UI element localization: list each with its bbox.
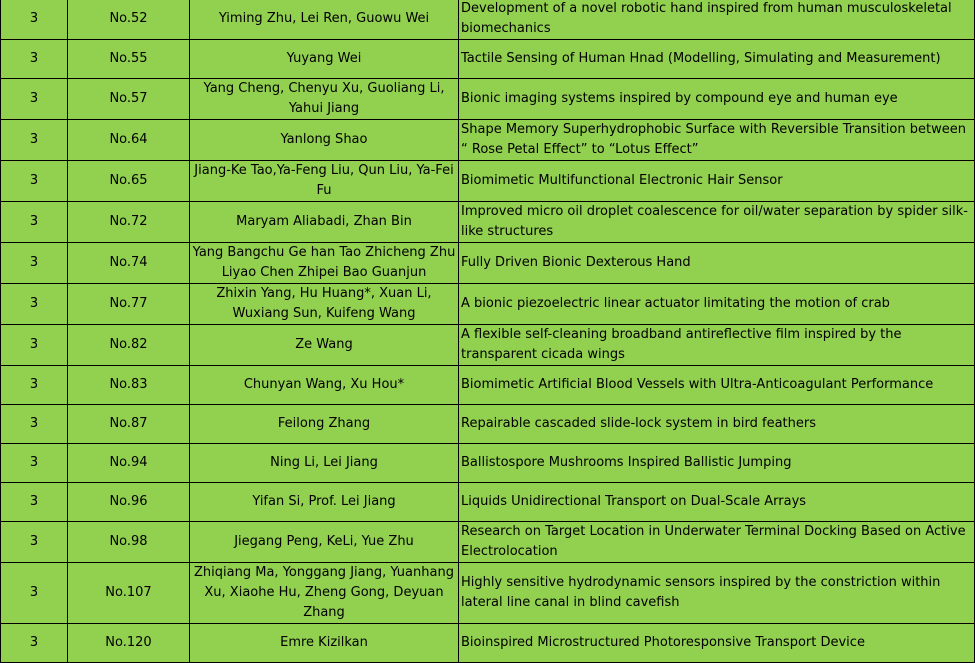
- authors-cell: Maryam Aliabadi, Zhan Bin: [190, 202, 459, 243]
- title-cell: Biomimetic Multifunctional Electronic Hair Sensor: [459, 161, 975, 202]
- table-row: [1, 522, 975, 563]
- group-cell: 3: [1, 284, 68, 325]
- authors-cell: Chunyan Wang, Xu Hou*: [190, 366, 459, 405]
- title-cell: Fully Driven Bionic Dexterous Hand: [459, 243, 975, 284]
- paper-number-cell: No.64: [68, 120, 190, 161]
- authors-cell: Jiegang Peng, KeLi, Yue Zhu: [190, 522, 459, 563]
- authors-cell: Yang Cheng, Chenyu Xu, Guoliang Li, Yahui Jiang: [190, 79, 459, 120]
- title-cell: Biomimetic Artificial Blood Vessels with Ultra-Anticoagulant Performance: [459, 366, 975, 405]
- authors-cell: Feilong Zhang: [190, 405, 459, 444]
- title-cell: Development of a novel robotic hand inspired from human musculoskeletal biomechanics: [459, 0, 975, 40]
- title-cell: A flexible self-cleaning broadband antireflective film inspired by the transparent cicada wings: [459, 325, 975, 366]
- title-cell: Highly sensitive hydrodynamic sensors inspired by the constriction within lateral line canal in blind cavefish: [459, 563, 975, 624]
- group-cell: 3: [1, 161, 68, 202]
- authors-cell: Yang Bangchu Ge han Tao Zhicheng Zhu Liyao Chen Zhipei Bao Guanjun: [190, 243, 459, 284]
- paper-number-cell: No.82: [68, 325, 190, 366]
- paper-number-cell: No.87: [68, 405, 190, 444]
- paper-number-cell: No.72: [68, 202, 190, 243]
- paper-number-cell: No.98: [68, 522, 190, 563]
- group-cell: 3: [1, 40, 68, 79]
- paper-number-cell: No.83: [68, 366, 190, 405]
- title-cell: A bionic piezoelectric linear actuator limitating the motion of crab: [459, 284, 975, 325]
- paper-number-cell: No.96: [68, 483, 190, 522]
- group-cell: 3: [1, 79, 68, 120]
- table-row: [1, 444, 975, 483]
- title-cell: Liquids Unidirectional Transport on Dual-Scale Arrays: [459, 483, 975, 522]
- group-cell: 3: [1, 624, 68, 663]
- group-cell: 3: [1, 405, 68, 444]
- paper-number-cell: No.94: [68, 444, 190, 483]
- title-cell: Tactile Sensing of Human Hnad (Modelling, Simulating and Measurement): [459, 40, 975, 79]
- paper-number-cell: No.120: [68, 624, 190, 663]
- title-cell: Ballistospore Mushrooms Inspired Ballistic Jumping: [459, 444, 975, 483]
- title-cell: Research on Target Location in Underwater Terminal Docking Based on Active Electrolocation: [459, 522, 975, 563]
- paper-number-cell: No.52: [68, 0, 190, 40]
- table-row: [1, 563, 975, 624]
- authors-cell: Jiang-Ke Tao,Ya-Feng Liu, Qun Liu, Ya-Fei Fu: [190, 161, 459, 202]
- table-row: [1, 325, 975, 366]
- group-cell: 3: [1, 120, 68, 161]
- group-cell: 3: [1, 444, 68, 483]
- table-row: [1, 284, 975, 325]
- table-row: [1, 40, 975, 79]
- paper-number-cell: No.65: [68, 161, 190, 202]
- authors-cell: Zhixin Yang, Hu Huang*, Xuan Li, Wuxiang Sun, Kuifeng Wang: [190, 284, 459, 325]
- group-cell: 3: [1, 202, 68, 243]
- table-row: [1, 79, 975, 120]
- title-cell: Repairable cascaded slide-lock system in bird feathers: [459, 405, 975, 444]
- paper-number-cell: No.74: [68, 243, 190, 284]
- table-row: [1, 243, 975, 284]
- group-cell: 3: [1, 0, 68, 40]
- table-row: [1, 405, 975, 444]
- title-cell: Bionic imaging systems inspired by compound eye and human eye: [459, 79, 975, 120]
- table-row: [1, 120, 975, 161]
- authors-cell: Yiming Zhu, Lei Ren, Guowu Wei: [190, 0, 459, 40]
- authors-cell: Emre Kizilkan: [190, 624, 459, 663]
- group-cell: 3: [1, 563, 68, 624]
- title-cell: Bioinspired Microstructured Photoresponsive Transport Device: [459, 624, 975, 663]
- title-cell: Improved micro oil droplet coalescence for oil/water separation by spider silk-like structures: [459, 202, 975, 243]
- authors-cell: Yifan Si, Prof. Lei Jiang: [190, 483, 459, 522]
- table-row: [1, 624, 975, 663]
- authors-cell: Ze Wang: [190, 325, 459, 366]
- table-row: [1, 366, 975, 405]
- group-cell: 3: [1, 522, 68, 563]
- paper-number-cell: No.107: [68, 563, 190, 624]
- group-cell: 3: [1, 366, 68, 405]
- group-cell: 3: [1, 243, 68, 284]
- authors-cell: Zhiqiang Ma, Yonggang Jiang, Yuanhang Xu, Xiaohe Hu, Zheng Gong, Deyuan Zhang: [190, 563, 459, 624]
- table-row: [1, 483, 975, 522]
- paper-number-cell: No.55: [68, 40, 190, 79]
- group-cell: 3: [1, 325, 68, 366]
- table-row: [1, 0, 975, 40]
- title-cell: Shape Memory Superhydrophobic Surface with Reversible Transition between “ Rose Petal Effect” to “Lotus Effect”: [459, 120, 975, 161]
- authors-cell: Ning Li, Lei Jiang: [190, 444, 459, 483]
- paper-number-cell: No.77: [68, 284, 190, 325]
- authors-cell: Yanlong Shao: [190, 120, 459, 161]
- table-row: [1, 161, 975, 202]
- paper-number-cell: No.57: [68, 79, 190, 120]
- group-cell: 3: [1, 483, 68, 522]
- table-row: [1, 202, 975, 243]
- authors-cell: Yuyang Wei: [190, 40, 459, 79]
